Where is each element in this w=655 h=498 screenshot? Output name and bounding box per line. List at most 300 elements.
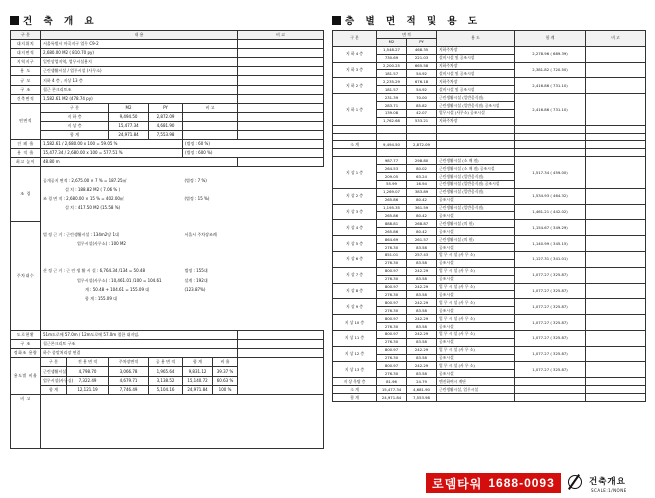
area-py: 83.58 xyxy=(407,291,437,299)
table-row xyxy=(11,40,324,49)
area-m2: 276.30 xyxy=(377,370,407,378)
floor-total: 2,416.86 ( 731.10) xyxy=(515,94,586,126)
row-label: 비 고 xyxy=(11,394,41,448)
area-py: 7,553.98 xyxy=(149,131,183,140)
use-value: 7,322.49 xyxy=(67,376,109,385)
row-value: 근린생활시설 / 업무시설 (사무소) xyxy=(41,67,238,76)
row-label: 대지위치 xyxy=(11,40,41,49)
use-desc: 근린생활시설 (의 원) xyxy=(437,220,515,228)
header-cell: PY xyxy=(407,38,437,46)
area-m2: 181.57 xyxy=(377,70,407,78)
header-cell: M2 xyxy=(377,38,407,46)
area-py: 257.43 xyxy=(407,251,437,259)
table-row xyxy=(333,299,646,307)
use-desc: 근린생활시설 (일반음식점) 공조시설 xyxy=(437,102,515,110)
row-note: (법정 : 600 %) xyxy=(183,149,324,158)
use-desc: 근린생활시설 (소 매 점) 공조시설 xyxy=(437,165,515,173)
area-m2: 283.71 xyxy=(377,102,407,110)
use-desc: 공조시설 xyxy=(437,338,515,346)
use-value: 24,971.84 xyxy=(183,385,213,394)
floor-name: 지 하 2 층 xyxy=(333,78,377,94)
row-value: 1,582.61 / 2,680.00 x 100 = 59.05 % xyxy=(41,140,183,149)
table-row xyxy=(333,283,646,291)
floor-total xyxy=(515,393,586,401)
use-value: 5,104.16 xyxy=(149,385,183,394)
area-m2: 276.30 xyxy=(377,354,407,362)
use-desc: 공조시설 xyxy=(437,259,515,267)
remarks-value xyxy=(41,394,324,448)
table-row xyxy=(333,267,646,275)
use-desc: 공조시설 xyxy=(437,244,515,252)
area-m2: 15,477.34 xyxy=(109,121,149,130)
use-desc: 지하주차장 xyxy=(437,78,515,86)
area-m2: 276.30 xyxy=(377,291,407,299)
area-py: 85.82 xyxy=(407,102,437,110)
area-m2: 276.30 xyxy=(377,307,407,315)
area-py: 70.00 xyxy=(407,94,437,102)
floor-total: 1,154.67 ( 349.29) xyxy=(515,220,586,236)
use-desc: 근린생활시설 (일반음식점) xyxy=(437,188,515,196)
use-desc: 업 무 시 설 (사 무 소) xyxy=(437,283,515,291)
subheader-cell: 합 계 xyxy=(183,358,213,367)
area-py: 383.89 xyxy=(407,188,437,196)
header-cell: 구 분 xyxy=(11,31,41,40)
table-row xyxy=(333,330,646,338)
area-py: 63.24 xyxy=(407,173,437,181)
use-desc: 업 무 시 설 (사 무 소) xyxy=(437,346,515,354)
floor-total: 1,517.34 ( 459.00) xyxy=(515,157,586,189)
area-py: 533.21 xyxy=(407,117,437,125)
row-label: 건축면적 xyxy=(11,94,41,103)
area-m2: 276.30 xyxy=(377,275,407,283)
watermark-banner xyxy=(426,473,561,493)
use-desc: 공조시설 xyxy=(437,212,515,220)
table-row xyxy=(333,386,646,394)
use-desc: 지하주차장 xyxy=(437,46,515,54)
area-py: 83.58 xyxy=(407,354,437,362)
area-row-name: 지 하 층 xyxy=(41,112,109,121)
parking-line: 산 정 근 거 : 근 린 생 활 시 설 : 6,764.34 /134 = 50.48 xyxy=(43,268,146,274)
floor-name: 지 상 13 층 xyxy=(333,362,377,378)
area-m2: 800.97 xyxy=(377,330,407,338)
area-m2: 81.96 xyxy=(377,378,407,386)
use-desc: 엔진하여시 계단 xyxy=(437,378,515,386)
use-value: 15,140.72 xyxy=(183,376,213,385)
landscape-line: 설 치 : 417.50 M2 (15.58 %) xyxy=(65,204,121,210)
floor-name: 지 상 10 층 xyxy=(333,315,377,331)
parking-line: 업무시설(사무소) : 100 M2 xyxy=(77,241,126,247)
use-ratio: 60.63 % xyxy=(213,376,238,385)
use-value: 4,679.71 xyxy=(109,376,149,385)
floor-total: 1,127.31 ( 341.01) xyxy=(515,251,586,267)
row-note: (법정 : 60 %) xyxy=(183,140,324,149)
area-m2: 276.30 xyxy=(377,322,407,330)
floor-total: 1,140.99 ( 345.15) xyxy=(515,236,586,252)
floor-name: 지 상 9 층 xyxy=(333,299,377,315)
row-label: 용도별 비율 xyxy=(11,358,41,394)
use-desc: 공조시설 xyxy=(437,196,515,204)
area-m2: 800.97 xyxy=(377,283,407,291)
use-desc: 공조시설 xyxy=(437,370,515,378)
use-area-header-row xyxy=(11,358,324,367)
floor-name: 합 계 xyxy=(333,393,377,401)
subheader-cell: 비 고 xyxy=(183,103,238,112)
use-ratio: 100 % xyxy=(213,385,238,394)
area-m2: 2,200.25 xyxy=(377,62,407,70)
floor-name: 지 상 7 층 xyxy=(333,267,377,283)
use-desc: 설비시설 및 공조시설 xyxy=(437,86,515,94)
use-ratio: 39.37 % xyxy=(213,367,238,376)
use-desc: 업 무 시 설 (사 무 소) xyxy=(437,315,515,323)
use-desc xyxy=(437,393,515,401)
table-row xyxy=(333,204,646,212)
area-py: 42.07 xyxy=(407,109,437,117)
area-py: 80.02 xyxy=(407,165,437,173)
area-m2: 181.57 xyxy=(377,86,407,94)
row-value: 48.80 m xyxy=(41,158,238,167)
row-value: 51m도로에 57.0m / 12m도로에 57.0m 접한 대지임. xyxy=(41,331,238,340)
table-row xyxy=(11,349,324,358)
use-desc: 업 무 시 설 (사 무 소) xyxy=(437,299,515,307)
landscape-line: 설 치 : 188.82 M2 ( 7.06 % ) xyxy=(65,186,121,192)
use-desc xyxy=(437,141,515,149)
floor-total: 1,077.27 ( 325.87) xyxy=(515,362,586,378)
floor-name: 지 상 옥탑 층 xyxy=(333,378,377,386)
table-row xyxy=(333,220,646,228)
floor-total xyxy=(515,141,586,149)
area-py: 83.58 xyxy=(407,307,437,315)
use-desc: 근린생활시설 (의 원) xyxy=(437,236,515,244)
floor-name: 지 상 5 층 xyxy=(333,236,377,252)
subheader-cell: PY xyxy=(149,103,183,112)
floor-total: 1,077.27 ( 325.87) xyxy=(515,346,586,362)
table-row xyxy=(333,62,646,70)
area-m2: 2,235.29 xyxy=(377,78,407,86)
use-desc: 공조시설 xyxy=(437,228,515,236)
parking-note: 법정 : 155대 xyxy=(184,268,208,274)
floor-name: 지 상 1 층 xyxy=(333,157,377,189)
row-value: 하수 종말처리장 연결 xyxy=(41,349,238,358)
use-desc: 공조시설 xyxy=(437,291,515,299)
floor-total: 1,534.93 ( 464.32) xyxy=(515,188,586,204)
table-row xyxy=(333,251,646,259)
table-row xyxy=(11,331,324,340)
area-py: 54.92 xyxy=(407,70,437,78)
table-row xyxy=(11,76,324,85)
area-py: 4,681.90 xyxy=(149,121,183,130)
landscape-line: 공개공지 면적 : 2,675.00 × 7 % = 187.25㎡ xyxy=(43,177,127,183)
area-py: 268.87 xyxy=(407,220,437,228)
table-row xyxy=(11,140,324,149)
area-m2: 24,971.84 xyxy=(109,131,149,140)
row-value: 1,582.61 M2 (478.74 py) xyxy=(41,94,238,103)
use-value: 12,121.19 xyxy=(67,385,109,394)
use-desc: 업 무 시 설 (사 무 소) xyxy=(437,267,515,275)
use-desc: 공조시설 xyxy=(437,322,515,330)
area-py: 221.03 xyxy=(407,54,437,62)
area-py: 2,872.09 xyxy=(149,112,183,121)
area-py: 83.58 xyxy=(407,275,437,283)
landscape-note: (법정 : 15 %) xyxy=(184,195,210,201)
use-desc: 공조시설 xyxy=(437,354,515,362)
use-value: 4,798.70 xyxy=(67,367,109,376)
table-header-row xyxy=(333,31,646,39)
area-m2: 265.86 xyxy=(377,212,407,220)
area-py: 676.18 xyxy=(407,78,437,86)
building-summary-table xyxy=(10,30,324,449)
floor-area-table xyxy=(332,30,646,402)
area-py: 80.42 xyxy=(407,196,437,204)
floor-name: 소 계 xyxy=(333,386,377,394)
table-row xyxy=(333,315,646,323)
table-row xyxy=(333,393,646,401)
use-desc: 근린생활시설 (소 매 점) xyxy=(437,157,515,165)
row-label: 주차대수 xyxy=(11,221,41,330)
area-m2: 276.30 xyxy=(377,338,407,346)
landscape-note: (법정 : 7 %) xyxy=(184,177,207,183)
use-name: 합 계 xyxy=(41,385,67,394)
area-m2: 800.97 xyxy=(377,299,407,307)
area-m2: 55.99 xyxy=(377,180,407,188)
table-row xyxy=(333,78,646,86)
floor-total xyxy=(515,378,586,386)
area-py: 242.29 xyxy=(407,362,437,370)
floor-total: 2,278.96 ( 689.39) xyxy=(515,46,586,62)
row-label: 최고 높이 xyxy=(11,158,41,167)
area-m2: 800.97 xyxy=(377,346,407,354)
use-desc: 지하주차장 xyxy=(437,62,515,70)
area-row-name: 지 상 층 xyxy=(41,121,109,130)
area-m2: 265.86 xyxy=(377,196,407,204)
use-desc: 지하주차장 xyxy=(437,117,515,125)
area-py: 242.29 xyxy=(407,299,437,307)
area-m2: 264.53 xyxy=(377,165,407,173)
subheader-cell: 구 분 xyxy=(41,103,109,112)
title-square-icon xyxy=(332,16,341,25)
subheader-cell: M2 xyxy=(109,103,149,112)
area-py: 24.79 xyxy=(407,378,437,386)
area-py: 83.58 xyxy=(407,370,437,378)
table-row xyxy=(11,85,324,94)
parking-line: 계 : 50.48 + 104.61 = 155.09 대 xyxy=(85,286,150,292)
area-py: 4,681.90 xyxy=(407,386,437,394)
header-cell: 비 고 xyxy=(238,31,324,40)
parking-note: 설계 : 192대 xyxy=(184,277,208,283)
subheader-cell: 전 용 면 적 xyxy=(67,358,109,367)
area-py: 83.58 xyxy=(407,338,437,346)
area-py: 242.29 xyxy=(407,346,437,354)
area-m2: 139.08 xyxy=(377,109,407,117)
use-name: 업무시설(사무실) xyxy=(41,376,67,385)
subheader-cell: 주차장면적 xyxy=(109,358,149,367)
area-py: 242.29 xyxy=(407,315,437,323)
use-value: 7,746.49 xyxy=(109,385,149,394)
floor-total: 1,077.27 ( 325.87) xyxy=(515,315,586,331)
parking-line: 합 계 : 155.09 대 xyxy=(85,295,118,301)
use-desc: 업 무 시 설 (사 무 소) xyxy=(437,251,515,259)
floor-name: 지 상 8 층 xyxy=(333,283,377,299)
row-value: 철근콘크리트 구조 xyxy=(41,340,238,349)
floor-total: 1,077.27 ( 325.87) xyxy=(515,267,586,283)
area-py: 298.80 xyxy=(407,157,437,165)
table-row xyxy=(11,49,324,58)
area-m2: 209.05 xyxy=(377,173,407,181)
area-py: 468.35 xyxy=(407,46,437,54)
landscape-row xyxy=(11,167,324,176)
row-label: 용 도 xyxy=(11,67,41,76)
table-row xyxy=(333,346,646,354)
table-row xyxy=(11,158,324,167)
area-py: 361.59 xyxy=(407,204,437,212)
footer-scale: SCALE:1/NONE xyxy=(591,488,627,493)
landscape-line: 조 경 면 적 : 2,680.00 × 15 % = 402.00㎡ xyxy=(43,195,124,201)
area-m2: 1,548.27 xyxy=(377,46,407,54)
row-value: 서울특별시 마곡지구 업무 C9-2 xyxy=(41,40,238,49)
use-value: 9,831.12 xyxy=(183,367,213,376)
row-value: 철근 콘크리트조 xyxy=(41,85,238,94)
area-py: 2,872.09 xyxy=(407,141,437,149)
area-row-name: 합 계 xyxy=(41,131,109,140)
floor-name: 지 상 3 층 xyxy=(333,204,377,220)
area-py: 242.29 xyxy=(407,267,437,275)
use-desc: 설비시설 및 공조시설 xyxy=(437,70,515,78)
area-py: 83.58 xyxy=(407,322,437,330)
subheader-cell: 구 분 xyxy=(41,358,67,367)
area-m2: 800.97 xyxy=(377,362,407,370)
floor-total: 1,077.27 ( 325.87) xyxy=(515,299,586,315)
floor-name: 지 상 6 층 xyxy=(333,251,377,267)
use-desc: 업 무 시 설 (사 무 소) xyxy=(437,362,515,370)
floor-name: 지 하 4 층 xyxy=(333,46,377,62)
floor-total: 2,381.82 ( 720.50) xyxy=(515,62,586,78)
row-label: 용 적 율 xyxy=(11,149,41,158)
header-cell: 구 분 xyxy=(333,31,377,47)
header-cell: 면 적 xyxy=(377,31,437,39)
use-value: 3,066.78 xyxy=(109,367,149,376)
remarks-row xyxy=(11,394,324,448)
table-row xyxy=(333,94,646,102)
row-label: 조 경 xyxy=(11,167,41,222)
table-row xyxy=(333,141,646,149)
area-py: 7,553.98 xyxy=(407,393,437,401)
area-py: 665.58 xyxy=(407,62,437,70)
area-m2: 864.69 xyxy=(377,236,407,244)
row-label: 정화조 용량 xyxy=(11,349,41,358)
use-desc: 근린생활시설 (일반음식점) 공조시설 xyxy=(437,180,515,188)
row-label: 지역지구 xyxy=(11,58,41,67)
use-name: 근린생활시설 xyxy=(41,367,67,376)
row-value: 2,680.00 M2 ( 810.70 py) xyxy=(41,49,238,58)
row-value: 일반상업지역, 업무시설용지 xyxy=(41,58,238,67)
table-row xyxy=(333,46,646,54)
header-cell: 합 계 xyxy=(515,31,586,47)
row-label: 대지면적 xyxy=(11,49,41,58)
floor-name: 지 상 2 층 xyxy=(333,188,377,204)
use-desc: 업무시설 (사무소) 공조시설 xyxy=(437,109,515,117)
subheader-cell: 비 율 xyxy=(213,358,238,367)
use-value: 1,965.64 xyxy=(149,367,183,376)
area-m2: 987.77 xyxy=(377,157,407,165)
area-m2: 15,477.34 xyxy=(377,386,407,394)
area-py: 242.29 xyxy=(407,330,437,338)
floor-name: 소 계 xyxy=(333,141,377,149)
logo-icon xyxy=(568,475,582,489)
floor-total: 2,416.86 ( 731.10) xyxy=(515,78,586,94)
floor-name: 지 하 1 층 xyxy=(333,94,377,126)
title-square-icon xyxy=(10,16,19,25)
floor-name: 지 상 11 층 xyxy=(333,330,377,346)
parking-line: 법 정 근 거 : 근린생활시설 : 134m2당 1대 xyxy=(43,232,119,238)
floor-name: 지 상 4 층 xyxy=(333,220,377,236)
left-title-text: 건 축 개 요 xyxy=(23,16,98,27)
floor-total: 1,461.21 ( 442.02) xyxy=(515,204,586,220)
row-label: 연면적 xyxy=(11,103,41,139)
area-m2: 851.01 xyxy=(377,251,407,259)
area-py: 80.42 xyxy=(407,212,437,220)
watermark-phone: 1688-0093 xyxy=(488,476,555,490)
area-m2: 9,494.50 xyxy=(377,141,407,149)
table-row xyxy=(11,340,324,349)
area-m2: 730.69 xyxy=(377,54,407,62)
use-desc: 근린생활시설 (일반음식점) xyxy=(437,173,515,181)
area-py: 54.92 xyxy=(407,86,437,94)
area-m2: 265.86 xyxy=(377,228,407,236)
watermark-brand: 로뎀타워 xyxy=(432,476,483,491)
table-row xyxy=(333,157,646,165)
use-desc: 근린생활시설 (일반음식점) xyxy=(437,204,515,212)
area-m2: 800.97 xyxy=(377,267,407,275)
floor-name: 지 하 3 층 xyxy=(333,62,377,78)
area-m2: 1,269.07 xyxy=(377,188,407,196)
area-m2: 24,971.84 xyxy=(377,393,407,401)
use-desc: 설비시설 및 공조시설 xyxy=(437,54,515,62)
header-cell: 내 용 xyxy=(41,31,238,40)
use-desc: 공조시설 xyxy=(437,307,515,315)
header-cell: 비 고 xyxy=(586,31,646,47)
table-row xyxy=(11,94,324,103)
row-value: 15,477.34 / 2,680.00 x 100 = 577.51 % xyxy=(41,149,183,158)
left-page-title xyxy=(10,13,98,27)
parking-note: (123.87%) xyxy=(184,286,206,292)
table-row xyxy=(11,58,324,67)
row-label: 구 조 xyxy=(11,85,41,94)
area-py: 261.57 xyxy=(407,236,437,244)
area-py: 16.94 xyxy=(407,180,437,188)
floor-total xyxy=(515,386,586,394)
area-m2: 9,494.50 xyxy=(109,112,149,121)
parking-line: 업무시설(사무소) : 10,461.01 /100 = 104.61 xyxy=(77,277,162,283)
use-desc: 업 무 시 설 (사 무 소) xyxy=(437,330,515,338)
table-row xyxy=(333,236,646,244)
table-row xyxy=(333,362,646,370)
use-desc: 공조시설 xyxy=(437,275,515,283)
area-py: 80.42 xyxy=(407,228,437,236)
use-desc: 근린생활시설 (일반음식점) xyxy=(437,94,515,102)
table-row xyxy=(11,149,324,158)
row-label: 도로현황 xyxy=(11,331,41,340)
use-value: 3,138.52 xyxy=(149,376,183,385)
area-m2: 276.30 xyxy=(377,244,407,252)
parking-row xyxy=(11,221,324,230)
area-py: 242.29 xyxy=(407,283,437,291)
right-page-title xyxy=(332,13,481,27)
header-cell: 용 도 xyxy=(437,31,515,47)
area-m2: 888.81 xyxy=(377,220,407,228)
use-desc: 근린생활시설, 업무시설 xyxy=(437,386,515,394)
row-label: 건 폐 율 xyxy=(11,140,41,149)
floor-name: 지 상 12 층 xyxy=(333,346,377,362)
total-area-header-row xyxy=(11,103,324,112)
